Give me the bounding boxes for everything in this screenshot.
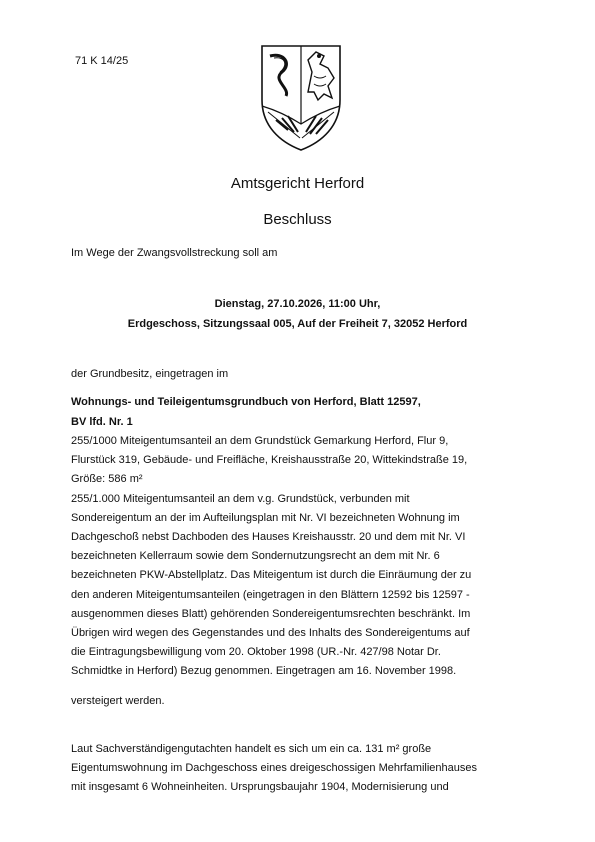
description-line: die Eintragungsbewilligung vom 20. Oktober 1998 (UR.-Nr. 427/98 Notar Dr. [71, 646, 441, 659]
intro-text: Im Wege der Zwangsvollstreckung soll am [71, 247, 278, 259]
description-line: den anderen Miteigentumsanteilen (eingetragen in den Blättern 12592 bis 12597 - [71, 588, 470, 601]
document-title: Beschluss [263, 211, 332, 228]
description-line: Dachgeschoß nebst Dachboden des Hauses Kreishausstr. 20 und dem mit Nr. VI [71, 531, 466, 544]
description-line: ausgenommen dieses Blatt) gehörenden Sondereigentumsrechten beschränkt. Im [71, 607, 471, 620]
description-line: bezeichneten PKW-Abstellplatz. Das Miteigentum ist durch die Einräumung der zu [71, 569, 472, 582]
versteigert-text: versteigert werden. [71, 695, 165, 707]
auction-location: Erdgeschoss, Sitzungssaal 005, Auf der Freiheit 7, 32052 Herford [127, 318, 468, 330]
grundbesitz-intro: der Grundbesitz, eingetragen im [71, 368, 229, 380]
description-line: Sondereigentum an der im Aufteilungsplan mit Nr. VI bezeichneten Wohnung im [71, 511, 460, 524]
grundbuch-title: Wohnungs- und Teileigentumsgrundbuch von Herford, Blatt 12597, [71, 396, 421, 408]
auction-date: Dienstag, 27.10.2026, 11:00 Uhr, [214, 298, 381, 310]
description-line: bezeichneten Kellerraum sowie dem Sondernutzungsrecht an dem mit Nr. 6 [71, 550, 440, 563]
appraisal-text [71, 740, 526, 798]
nrw-coat-of-arms-icon [258, 42, 344, 154]
description-line: Größe: 586 m² [71, 473, 143, 486]
appraisal-line: Eigentumswohnung im Dachgeschoss eines dreigeschossigen Mehrfamilienhauses [71, 762, 478, 775]
case-number: 71 K 14/25 [75, 55, 129, 67]
appraisal-line: Laut Sachverständigengutachten handelt es sich um ein ca. 131 m² große [71, 743, 432, 755]
property-description [71, 432, 526, 682]
description-line: Schmidtke in Herford) Bezug genommen. Eingetragen am 16. November 1998. [71, 665, 457, 678]
description-line: 255/1.000 Miteigentumsanteil an dem v.g. Grundstück, verbunden mit [71, 492, 410, 505]
bv-number: BV lfd. Nr. 1 [71, 416, 133, 428]
description-line: Flurstück 319, Gebäude- und Freifläche, Kreishausstraße 20, Wittekindstraße 19, [71, 454, 468, 467]
description-line: 255/1000 Miteigentumsanteil an dem Grundstück Gemarkung Herford, Flur 9, [71, 435, 449, 447]
description-line: Übrigen wird wegen des Gegenstandes und des Inhalts des Sondereigentums auf [71, 627, 470, 640]
appraisal-line: mit insgesamt 6 Wohneinheiten. Ursprungsbaujahr 1904, Modernisierung und [71, 781, 449, 794]
court-name: Amtsgericht Herford [230, 175, 365, 192]
